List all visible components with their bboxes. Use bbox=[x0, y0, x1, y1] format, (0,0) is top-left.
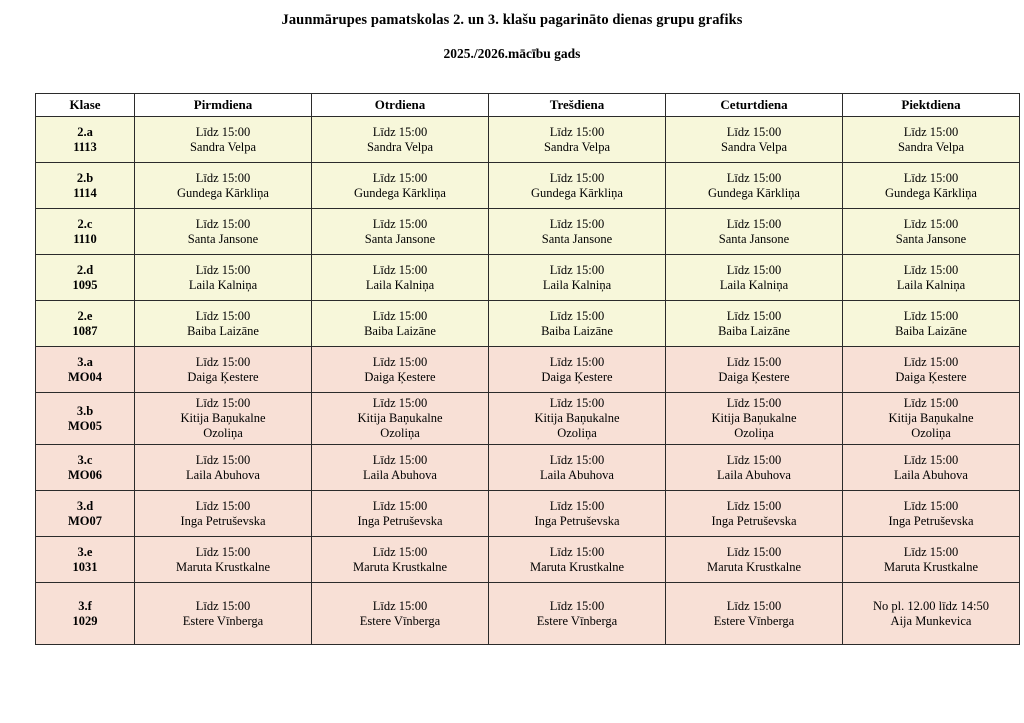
cell-day-entry bbox=[843, 301, 1020, 347]
cell-day-entry bbox=[843, 583, 1020, 645]
entry-time: Līdz 15:00 bbox=[549, 308, 605, 323]
column-header-ceturtdiena: Ceturtdiena bbox=[666, 94, 843, 117]
entry-teacher: Kitija Baņukalne bbox=[180, 411, 266, 426]
cell-day-entry bbox=[135, 347, 312, 393]
cell-day-entry bbox=[843, 209, 1020, 255]
entry-time: Līdz 15:00 bbox=[372, 396, 428, 411]
entry-teacher: Laila Kalniņa bbox=[719, 277, 789, 292]
entry-teacher: Laila Kalniņa bbox=[542, 277, 612, 292]
cell-day-entry bbox=[312, 255, 489, 301]
table-row bbox=[36, 347, 1020, 393]
entry-teacher: Laila Kalniņa bbox=[188, 277, 258, 292]
document-header bbox=[0, 0, 1024, 62]
table-row bbox=[36, 445, 1020, 491]
entry-time: Līdz 15:00 bbox=[195, 354, 251, 369]
cell-day-entry bbox=[489, 583, 666, 645]
entry-time: Līdz 15:00 bbox=[549, 262, 605, 277]
entry-teacher: Sandra Velpa bbox=[189, 139, 257, 154]
cell-klase bbox=[36, 209, 135, 255]
entry-teacher: Gundega Kārkliņa bbox=[708, 185, 800, 200]
entry-teacher: Baiba Laizāne bbox=[541, 323, 613, 338]
cell-day-entry bbox=[666, 537, 843, 583]
entry-teacher: Gundega Kārkliņa bbox=[885, 185, 977, 200]
klase-name: 2.c bbox=[77, 216, 93, 231]
entry-time: Līdz 15:00 bbox=[726, 170, 782, 185]
entry-time: Līdz 15:00 bbox=[726, 396, 782, 411]
klase-room: 1095 bbox=[72, 277, 98, 292]
entry-teacher: Inga Petruševska bbox=[180, 513, 266, 528]
cell-day-entry bbox=[312, 445, 489, 491]
cell-day-entry bbox=[843, 347, 1020, 393]
entry-teacher: Laila Kalniņa bbox=[896, 277, 966, 292]
entry-teacher: Inga Petruševska bbox=[888, 513, 974, 528]
entry-teacher: Estere Vīnberga bbox=[536, 613, 618, 628]
entry-teacher: Kitija Baņukalne bbox=[357, 411, 443, 426]
cell-klase bbox=[36, 347, 135, 393]
entry-time: Līdz 15:00 bbox=[372, 598, 428, 613]
cell-day-entry bbox=[135, 117, 312, 163]
column-header-pirmdiena: Pirmdiena bbox=[135, 94, 312, 117]
cell-day-entry bbox=[489, 163, 666, 209]
entry-time: Līdz 15:00 bbox=[549, 170, 605, 185]
entry-time: Līdz 15:00 bbox=[195, 498, 251, 513]
klase-room: MO05 bbox=[67, 418, 103, 433]
entry-time: Līdz 15:00 bbox=[195, 544, 251, 559]
table-row bbox=[36, 117, 1020, 163]
table-header-row bbox=[36, 94, 1020, 117]
entry-teacher: Daiga Ķestere bbox=[718, 369, 790, 384]
entry-time: Līdz 15:00 bbox=[903, 354, 959, 369]
entry-teacher: Daiga Ķestere bbox=[187, 369, 259, 384]
cell-klase bbox=[36, 255, 135, 301]
entry-teacher: Inga Petruševska bbox=[711, 513, 797, 528]
entry-time: Līdz 15:00 bbox=[195, 598, 251, 613]
entry-teacher: Maruta Krustkalne bbox=[883, 559, 979, 574]
schedule-table-wrapper bbox=[35, 93, 989, 645]
entry-teacher-second-line: Ozoliņa bbox=[557, 425, 597, 440]
entry-time: No pl. 12.00 līdz 14:50 bbox=[873, 598, 989, 613]
table-body bbox=[36, 117, 1020, 645]
table-row bbox=[36, 209, 1020, 255]
entry-time: Līdz 15:00 bbox=[372, 544, 428, 559]
entry-time: Līdz 15:00 bbox=[903, 544, 959, 559]
page-title: Jaunmārupes pamatskolas 2. un 3. klašu pagarināto dienas grupu grafiks bbox=[281, 12, 743, 28]
cell-day-entry bbox=[312, 537, 489, 583]
entry-teacher: Estere Vīnberga bbox=[359, 613, 441, 628]
entry-time: Līdz 15:00 bbox=[549, 452, 605, 467]
table-row bbox=[36, 255, 1020, 301]
entry-teacher: Laila Abuhova bbox=[363, 467, 437, 482]
klase-name: 3.c bbox=[77, 452, 93, 467]
cell-klase bbox=[36, 117, 135, 163]
entry-teacher: Baiba Laizāne bbox=[718, 323, 790, 338]
entry-teacher: Kitija Baņukalne bbox=[888, 411, 974, 426]
table-row bbox=[36, 491, 1020, 537]
entry-teacher-second-line: Ozoliņa bbox=[734, 425, 774, 440]
cell-day-entry bbox=[135, 491, 312, 537]
entry-time: Līdz 15:00 bbox=[549, 124, 605, 139]
entry-teacher: Santa Jansone bbox=[541, 231, 613, 246]
cell-day-entry bbox=[489, 393, 666, 445]
cell-klase bbox=[36, 445, 135, 491]
cell-day-entry bbox=[312, 491, 489, 537]
column-header-otrdiena: Otrdiena bbox=[312, 94, 489, 117]
entry-time: Līdz 15:00 bbox=[195, 452, 251, 467]
cell-day-entry bbox=[312, 301, 489, 347]
column-header-piektdiena: Piektdiena bbox=[843, 94, 1020, 117]
entry-teacher: Santa Jansone bbox=[718, 231, 790, 246]
entry-teacher-second-line: Ozoliņa bbox=[911, 425, 951, 440]
klase-room: 1031 bbox=[72, 559, 98, 574]
klase-room: 1087 bbox=[72, 323, 98, 338]
klase-name: 3.a bbox=[77, 354, 93, 369]
entry-teacher: Kitija Baņukalne bbox=[711, 411, 797, 426]
entry-time: Līdz 15:00 bbox=[195, 124, 251, 139]
cell-day-entry bbox=[666, 301, 843, 347]
klase-name: 3.d bbox=[76, 498, 94, 513]
entry-time: Līdz 15:00 bbox=[195, 262, 251, 277]
klase-name: 2.e bbox=[77, 308, 93, 323]
schedule-table bbox=[35, 93, 1020, 645]
cell-day-entry bbox=[312, 347, 489, 393]
cell-day-entry bbox=[666, 163, 843, 209]
cell-klase bbox=[36, 163, 135, 209]
entry-teacher: Gundega Kārkliņa bbox=[531, 185, 623, 200]
cell-day-entry bbox=[666, 583, 843, 645]
table-row bbox=[36, 393, 1020, 445]
entry-time: Līdz 15:00 bbox=[903, 216, 959, 231]
entry-time: Līdz 15:00 bbox=[372, 216, 428, 231]
entry-time: Līdz 15:00 bbox=[195, 170, 251, 185]
entry-time: Līdz 15:00 bbox=[903, 124, 959, 139]
entry-time: Līdz 15:00 bbox=[726, 598, 782, 613]
cell-klase bbox=[36, 393, 135, 445]
entry-teacher-second-line: Ozoliņa bbox=[380, 425, 420, 440]
entry-teacher: Laila Abuhova bbox=[894, 467, 968, 482]
cell-day-entry bbox=[312, 163, 489, 209]
entry-time: Līdz 15:00 bbox=[726, 544, 782, 559]
entry-teacher: Laila Abuhova bbox=[540, 467, 614, 482]
entry-teacher: Daiga Ķestere bbox=[541, 369, 613, 384]
klase-room: 1114 bbox=[73, 185, 97, 200]
cell-day-entry bbox=[666, 255, 843, 301]
cell-day-entry bbox=[135, 209, 312, 255]
cell-day-entry bbox=[489, 445, 666, 491]
entry-teacher: Baiba Laizāne bbox=[895, 323, 967, 338]
klase-room: 1113 bbox=[73, 139, 97, 154]
table-row bbox=[36, 163, 1020, 209]
klase-room: MO04 bbox=[67, 369, 103, 384]
entry-teacher: Laila Abuhova bbox=[717, 467, 791, 482]
entry-time: Līdz 15:00 bbox=[195, 216, 251, 231]
entry-teacher: Baiba Laizāne bbox=[187, 323, 259, 338]
entry-teacher: Maruta Krustkalne bbox=[175, 559, 271, 574]
entry-teacher: Gundega Kārkliņa bbox=[177, 185, 269, 200]
entry-teacher: Sandra Velpa bbox=[897, 139, 965, 154]
entry-time: Līdz 15:00 bbox=[195, 308, 251, 323]
entry-time: Līdz 15:00 bbox=[903, 262, 959, 277]
entry-time: Līdz 15:00 bbox=[372, 498, 428, 513]
cell-day-entry bbox=[135, 255, 312, 301]
cell-day-entry bbox=[312, 393, 489, 445]
entry-teacher: Maruta Krustkalne bbox=[529, 559, 625, 574]
table-row bbox=[36, 301, 1020, 347]
entry-teacher: Santa Jansone bbox=[187, 231, 259, 246]
entry-teacher: Santa Jansone bbox=[364, 231, 436, 246]
cell-day-entry bbox=[489, 301, 666, 347]
klase-name: 2.d bbox=[76, 262, 94, 277]
entry-teacher-second-line: Ozoliņa bbox=[203, 425, 243, 440]
entry-time: Līdz 15:00 bbox=[549, 216, 605, 231]
cell-day-entry bbox=[489, 491, 666, 537]
cell-day-entry bbox=[135, 163, 312, 209]
entry-time: Līdz 15:00 bbox=[903, 170, 959, 185]
entry-teacher: Daiga Ķestere bbox=[895, 369, 967, 384]
entry-teacher: Maruta Krustkalne bbox=[352, 559, 448, 574]
entry-teacher: Baiba Laizāne bbox=[364, 323, 436, 338]
cell-day-entry bbox=[312, 209, 489, 255]
entry-time: Līdz 15:00 bbox=[726, 308, 782, 323]
cell-day-entry bbox=[666, 347, 843, 393]
entry-time: Līdz 15:00 bbox=[726, 216, 782, 231]
cell-day-entry bbox=[135, 393, 312, 445]
entry-teacher: Sandra Velpa bbox=[720, 139, 788, 154]
cell-day-entry bbox=[489, 537, 666, 583]
entry-time: Līdz 15:00 bbox=[372, 262, 428, 277]
entry-time: Līdz 15:00 bbox=[549, 598, 605, 613]
cell-klase bbox=[36, 583, 135, 645]
cell-day-entry bbox=[666, 209, 843, 255]
cell-day-entry bbox=[135, 445, 312, 491]
entry-teacher: Sandra Velpa bbox=[543, 139, 611, 154]
entry-teacher: Maruta Krustkalne bbox=[706, 559, 802, 574]
cell-day-entry bbox=[843, 393, 1020, 445]
cell-day-entry bbox=[489, 209, 666, 255]
cell-day-entry bbox=[843, 163, 1020, 209]
klase-room: 1029 bbox=[72, 613, 98, 628]
entry-teacher: Aija Munkevica bbox=[890, 613, 972, 628]
entry-time: Līdz 15:00 bbox=[372, 170, 428, 185]
entry-time: Līdz 15:00 bbox=[903, 452, 959, 467]
cell-day-entry bbox=[489, 117, 666, 163]
entry-time: Līdz 15:00 bbox=[903, 498, 959, 513]
entry-teacher: Sandra Velpa bbox=[366, 139, 434, 154]
entry-teacher: Inga Petruševska bbox=[357, 513, 443, 528]
entry-teacher: Daiga Ķestere bbox=[364, 369, 436, 384]
entry-time: Līdz 15:00 bbox=[549, 354, 605, 369]
klase-name: 3.f bbox=[78, 598, 92, 613]
entry-time: Līdz 15:00 bbox=[372, 124, 428, 139]
entry-teacher: Laila Abuhova bbox=[186, 467, 260, 482]
entry-time: Līdz 15:00 bbox=[195, 396, 251, 411]
cell-day-entry bbox=[489, 347, 666, 393]
table-row bbox=[36, 537, 1020, 583]
column-header-tresdiena: Trešdiena bbox=[489, 94, 666, 117]
entry-teacher: Inga Petruševska bbox=[534, 513, 620, 528]
entry-time: Līdz 15:00 bbox=[903, 308, 959, 323]
cell-klase bbox=[36, 301, 135, 347]
entry-time: Līdz 15:00 bbox=[726, 124, 782, 139]
cell-day-entry bbox=[312, 583, 489, 645]
entry-teacher: Estere Vīnberga bbox=[713, 613, 795, 628]
entry-teacher: Kitija Baņukalne bbox=[534, 411, 620, 426]
cell-day-entry bbox=[489, 255, 666, 301]
cell-day-entry bbox=[843, 117, 1020, 163]
klase-room: MO07 bbox=[67, 513, 103, 528]
cell-day-entry bbox=[666, 445, 843, 491]
entry-time: Līdz 15:00 bbox=[549, 498, 605, 513]
cell-day-entry bbox=[843, 491, 1020, 537]
cell-day-entry bbox=[843, 537, 1020, 583]
entry-time: Līdz 15:00 bbox=[372, 452, 428, 467]
klase-name: 2.a bbox=[77, 124, 93, 139]
entry-teacher: Santa Jansone bbox=[895, 231, 967, 246]
entry-time: Līdz 15:00 bbox=[726, 452, 782, 467]
entry-time: Līdz 15:00 bbox=[726, 498, 782, 513]
klase-name: 3.e bbox=[77, 544, 93, 559]
column-header-klase: Klase bbox=[36, 94, 135, 117]
entry-time: Līdz 15:00 bbox=[372, 354, 428, 369]
cell-day-entry bbox=[843, 255, 1020, 301]
entry-time: Līdz 15:00 bbox=[726, 262, 782, 277]
entry-time: Līdz 15:00 bbox=[903, 396, 959, 411]
entry-teacher: Laila Kalniņa bbox=[365, 277, 435, 292]
entry-teacher: Estere Vīnberga bbox=[182, 613, 264, 628]
entry-time: Līdz 15:00 bbox=[549, 396, 605, 411]
cell-day-entry bbox=[135, 301, 312, 347]
entry-time: Līdz 15:00 bbox=[726, 354, 782, 369]
entry-teacher: Gundega Kārkliņa bbox=[354, 185, 446, 200]
cell-day-entry bbox=[666, 393, 843, 445]
klase-room: 1110 bbox=[73, 231, 97, 246]
entry-time: Līdz 15:00 bbox=[549, 544, 605, 559]
page-subtitle: 2025./2026.mācību gads bbox=[443, 46, 581, 61]
klase-name: 2.b bbox=[76, 170, 94, 185]
cell-klase bbox=[36, 537, 135, 583]
table-head bbox=[36, 94, 1020, 117]
cell-day-entry bbox=[666, 491, 843, 537]
cell-day-entry bbox=[135, 583, 312, 645]
klase-room: MO06 bbox=[67, 467, 103, 482]
cell-day-entry bbox=[312, 117, 489, 163]
cell-day-entry bbox=[843, 445, 1020, 491]
cell-day-entry bbox=[135, 537, 312, 583]
klase-name: 3.b bbox=[76, 403, 94, 418]
cell-klase bbox=[36, 491, 135, 537]
entry-time: Līdz 15:00 bbox=[372, 308, 428, 323]
table-row bbox=[36, 583, 1020, 645]
cell-day-entry bbox=[666, 117, 843, 163]
